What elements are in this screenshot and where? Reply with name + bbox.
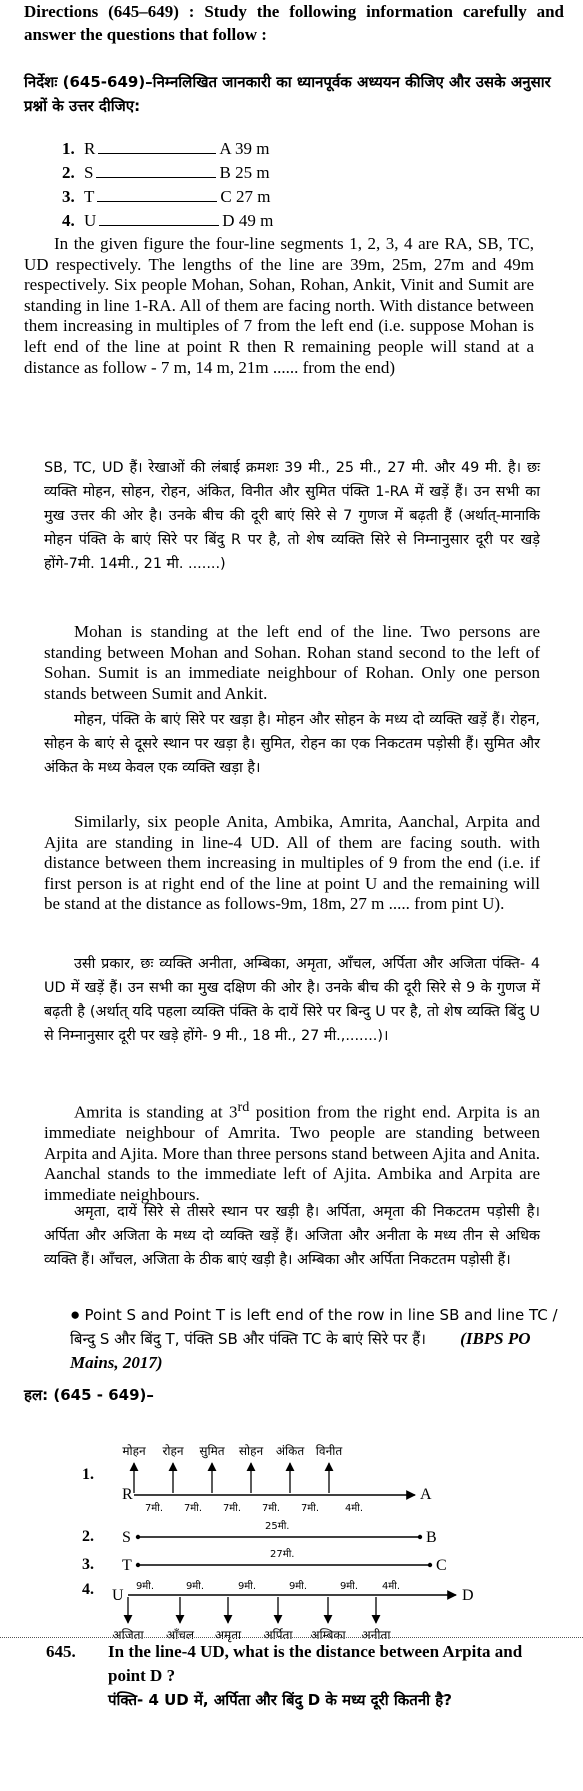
line-start: R bbox=[84, 139, 96, 158]
line2-end-dot bbox=[418, 1535, 422, 1539]
point-D: D bbox=[462, 1587, 474, 1604]
line1-person-name: अंकित bbox=[275, 1444, 305, 1458]
line-number: 2. bbox=[62, 163, 75, 182]
paragraph-3-hindi: उसी प्रकार, छः व्यक्ति अनीता, अम्बिका, अमृता, आँचल, अर्पिता और अजिता पंक्ति- 4 UD में खड़ें हैं। उन सभी का मुख दक्षिण की ओर है। उनके बीच की दूरी सिरे से 9 के गुणज में बढ़ती है (अर्थात् यदि पहला व्यक्ति पंक्ति के दायें सिरे पर बिन्दु U पर है, तो शेष व्यक्ति बिंदु U से निम्नानुसार दूरी पर खड़े होंगे- 9 मी., 18 मी., 27 मी.,.......)। bbox=[44, 956, 540, 1044]
line-item-2 bbox=[62, 162, 270, 184]
line4-gap-label: 9मी. bbox=[237, 1581, 257, 1592]
directions-hindi: निर्देशः (645-649)–निम्नलिखित जानकारी का ध्यानपूर्वक अध्ययन कीजिए और उसके अनुसार प्रश्नों के उत्तर दीजिए: bbox=[24, 73, 551, 115]
line-end: C bbox=[220, 187, 232, 206]
paragraph-1-english: In the given figure the four-line segments 1, 2, 3, 4 are RA, SB, TC, UD respectively. The lengths of the line are 39m, 25m, 27m and 49m respectively. Six people Mohan, Sohan, Rohan, Ankit, Vinit and Sumit are standing in line 1-RA. All of them are facing north. With distance between them increasing in multiples of 7 from the left end (i.e. suppose Mohan is left end of the line at point R then R remaining people will stand at a distance as follow - 7 m, 14 m, 21m ...... from the end) bbox=[24, 234, 534, 377]
line4-person-name: अम्बिका bbox=[310, 1628, 346, 1642]
point-B: B bbox=[426, 1529, 437, 1546]
line-start: S bbox=[84, 163, 94, 182]
line-item-1 bbox=[62, 138, 269, 160]
line4-gap-label: 9मी. bbox=[339, 1581, 359, 1592]
line1-gap-label: 7मी. bbox=[183, 1503, 203, 1514]
line4-person-name: अर्पिता bbox=[263, 1628, 293, 1642]
section-divider bbox=[0, 1637, 583, 1638]
line-blank bbox=[97, 187, 217, 202]
point-T: T bbox=[122, 1557, 132, 1574]
source-citation: (IBPS PO Mains, 2017) bbox=[70, 1329, 531, 1372]
line3-start-dot bbox=[136, 1563, 140, 1567]
bullet-note bbox=[70, 1303, 560, 1375]
bullet-text: Point S and Point T is left end of the row in line SB and line TC / बिन्दु S और बिंदु T, पंक्ति SB और पंक्ति TC के बाएं सिरे पर हैं। bbox=[70, 1306, 558, 1348]
line1-person-name: रोहन bbox=[162, 1444, 184, 1458]
line1-gap-label: 7मी. bbox=[144, 1503, 164, 1514]
line4-gap-label: 4मी. bbox=[381, 1581, 401, 1592]
paragraph-4-hindi: अमृता, दायें सिरे से तीसरे स्थान पर खड़ी है। अर्पिता, अमृता की निकटतम पड़ोसी है। अर्पिता और अजिता के मध्य दो व्यक्ति खड़ें हैं। अजिता और अनीता के मध्य तीन से अधिक व्यक्ति हैं। आँचल, अजिता के ठीक बाएं खड़ी है। अम्बिका और अर्पिता निकटतम पड़ोसी हैं। bbox=[44, 1204, 540, 1268]
solution-diagram bbox=[0, 1405, 583, 1645]
line-item-4 bbox=[62, 210, 273, 232]
line-length: 49 m bbox=[238, 211, 274, 230]
line4-gap-label: 9मी. bbox=[288, 1581, 308, 1592]
diagram-line2-number: 2. bbox=[82, 1528, 94, 1545]
point-S: S bbox=[122, 1529, 131, 1546]
line4-gaps bbox=[136, 1580, 400, 1592]
line2-start-dot bbox=[136, 1535, 140, 1539]
line4-person-name: आँचल bbox=[165, 1628, 195, 1642]
line-number: 1. bbox=[62, 139, 75, 158]
diagram-line1-number: 1. bbox=[82, 1466, 94, 1483]
line-blank bbox=[96, 163, 216, 178]
line2-length: 25मी. bbox=[265, 1521, 290, 1532]
line4-person-name: अजिता bbox=[112, 1628, 144, 1642]
line3-length: 27मी. bbox=[270, 1549, 295, 1560]
line1-people bbox=[122, 1444, 343, 1493]
line1-gaps bbox=[145, 1502, 363, 1514]
point-A: A bbox=[420, 1486, 432, 1503]
point-R: R bbox=[122, 1486, 133, 1503]
line-start: U bbox=[84, 211, 97, 230]
point-C: C bbox=[436, 1557, 447, 1574]
line-blank bbox=[98, 139, 216, 154]
line4-person-name: अमृता bbox=[214, 1628, 242, 1642]
line3-end-dot bbox=[428, 1563, 432, 1567]
line-item-3 bbox=[62, 186, 270, 208]
line-length: 39 m bbox=[234, 139, 270, 158]
solution-heading: हल: (645 - 649)– bbox=[24, 1386, 154, 1404]
question-number: 645. bbox=[46, 1642, 76, 1661]
line1-gap-label: 7मी. bbox=[300, 1503, 320, 1514]
line1-person-name: मोहन bbox=[122, 1444, 146, 1458]
line-start: T bbox=[84, 187, 95, 206]
bullet-icon: ● bbox=[70, 1305, 85, 1324]
paragraph-2-english: Mohan is standing at the left end of the line. Two persons are standing between Mohan and Sohan. Rohan stand second to the left of Sohan. Sumit is an immediate neighbour of Rohan. Only one person stands between Sumit and Ankit. bbox=[44, 622, 540, 703]
line-length: 27 m bbox=[235, 187, 271, 206]
line-end: B bbox=[219, 163, 231, 182]
line1-person-name: सुमित bbox=[199, 1444, 225, 1458]
paragraph-4-english: Amrita is standing at 3rd position from the right end. Arpita is an immediate neighbour of Amrita. Two people are standing between Arpita and Ajita. More than three persons stand between Ajita and Anita. Aanchal stands to the immediate left of Ajita. Ambika and Arpita are immediate neighbours. bbox=[44, 1099, 540, 1205]
line-end: A bbox=[219, 139, 231, 158]
line1-gap-label: 7मी. bbox=[222, 1503, 242, 1514]
diagram-line3-number: 3. bbox=[82, 1556, 94, 1573]
line-end: D bbox=[222, 211, 235, 230]
line-length: 25 m bbox=[235, 163, 270, 182]
line-number: 3. bbox=[62, 187, 75, 206]
paragraph-2-hindi: मोहन, पंक्ति के बाएं सिरे पर खड़ा है। मोहन और सोहन के मध्य दो व्यक्ति खड़ें हैं। रोहन, सोहन के बाएं से दूसरे स्थान पर खड़ा है। सुमित, रोहन का एक निकटतम पड़ोसी हैं। सुमित और अंकित के मध्य केवल एक व्यक्ति खड़ा है। bbox=[44, 712, 540, 776]
paragraph-1-hindi: SB, TC, UD हैं। रेखाओं की लंबाई क्रमशः 39 मी., 25 मी., 27 मी. और 49 मी. है। छः व्यक्ति मोहन, सोहन, रोहन, अंकित, विनीत और सुमित पंक्ति 1-RA में खड़ें हैं। उन सभी का मुख उत्तर की ओर है। उनके बीच की दूरी बाएं सिरे से 7 गुणज में बढ़ती हैं (अर्थात्-मानाकि मोहन पंक्ति के बाएं सिरे पर बिंदु R पर है, तो शेष व्यक्ति सिरे से निम्नानुसार दूरी पर खड़े होंगे-7मी. 14मी., 21 मी. .......) bbox=[44, 460, 540, 572]
line1-gap-label: 4मी. bbox=[344, 1503, 364, 1514]
line1-person-name: सोहन bbox=[238, 1444, 264, 1458]
question-english: In the line-4 UD, what is the distance between Arpita and point D ? bbox=[108, 1642, 523, 1685]
line4-gap-label: 9मी. bbox=[185, 1581, 205, 1592]
line-number: 4. bbox=[62, 211, 75, 230]
line4-gap-label: 9मी. bbox=[135, 1581, 155, 1592]
line1-person-name: विनीत bbox=[315, 1444, 343, 1458]
line-blank bbox=[99, 211, 219, 226]
point-U: U bbox=[112, 1587, 124, 1604]
diagram-line4-number: 4. bbox=[82, 1581, 94, 1598]
question-645 bbox=[24, 1640, 564, 1712]
line1-gap-label: 7मी. bbox=[261, 1503, 281, 1514]
question-hindi: पंक्ति- 4 UD में, अर्पिता और बिंदु D के मध्य दूरी कितनी है? bbox=[108, 1691, 452, 1709]
paragraph-3-english: Similarly, six people Anita, Ambika, Amrita, Aanchal, Arpita and Ajita are standing in line-4 UD. All of them are facing south. with distance between them increasing in multiples of 9 from the end (i.e. if first person is at right end of the line at point U and the remaining will be stand at the distance as follows-9m, 18m, 27 m ..... from pint U). bbox=[44, 812, 540, 914]
directions-english: Directions (645–649) : Study the following information carefully and answer the questions that follow : bbox=[24, 2, 564, 44]
line4-person-name: अनीता bbox=[361, 1628, 391, 1642]
